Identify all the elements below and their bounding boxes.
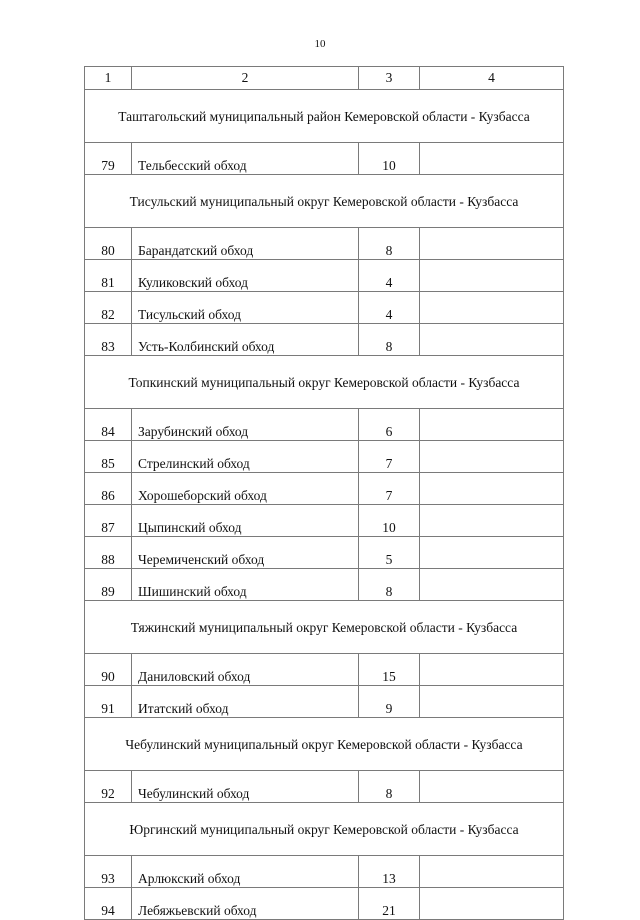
row-value: 13	[359, 856, 420, 888]
forest-district-table	[84, 66, 564, 920]
table-header-row	[85, 67, 564, 90]
row-name: Шишинский обход	[132, 569, 359, 601]
row-value: 15	[359, 654, 420, 686]
row-value: 8	[359, 324, 420, 356]
row-note	[420, 473, 564, 505]
row-name: Цыпинский обход	[132, 505, 359, 537]
table-row	[85, 143, 564, 175]
row-name: Черемиченский обход	[132, 537, 359, 569]
section-row	[85, 803, 564, 856]
row-note	[420, 292, 564, 324]
row-value: 9	[359, 686, 420, 718]
row-number: 80	[85, 228, 132, 260]
row-name: Арлюкский обход	[132, 856, 359, 888]
row-note	[420, 888, 564, 920]
row-value: 10	[359, 143, 420, 175]
table-row	[85, 260, 564, 292]
row-value: 10	[359, 505, 420, 537]
table-row	[85, 473, 564, 505]
row-note	[420, 143, 564, 175]
table-row	[85, 505, 564, 537]
table-row	[85, 654, 564, 686]
row-name: Чебулинский обход	[132, 771, 359, 803]
section-row	[85, 90, 564, 143]
row-number: 92	[85, 771, 132, 803]
row-number: 88	[85, 537, 132, 569]
section-title: Тисульский муниципальный округ Кемеровской области - Кузбасса	[85, 175, 564, 228]
row-value: 5	[359, 537, 420, 569]
row-note	[420, 441, 564, 473]
table-row	[85, 292, 564, 324]
row-value: 8	[359, 569, 420, 601]
table-row	[85, 686, 564, 718]
row-name: Хорошеборский обход	[132, 473, 359, 505]
header-cell-2: 2	[132, 67, 359, 90]
row-value: 7	[359, 441, 420, 473]
page-number: 10	[314, 38, 326, 50]
section-title: Чебулинский муниципальный округ Кемеровской области - Кузбасса	[85, 718, 564, 771]
section-title: Топкинский муниципальный округ Кемеровской области - Кузбасса	[85, 356, 564, 409]
row-name: Даниловский обход	[132, 654, 359, 686]
row-note	[420, 686, 564, 718]
table-row	[85, 409, 564, 441]
row-note	[420, 771, 564, 803]
row-value: 7	[359, 473, 420, 505]
row-value: 8	[359, 771, 420, 803]
row-number: 83	[85, 324, 132, 356]
row-name: Стрелинский обход	[132, 441, 359, 473]
row-number: 91	[85, 686, 132, 718]
row-number: 90	[85, 654, 132, 686]
table-row	[85, 569, 564, 601]
section-row	[85, 356, 564, 409]
row-note	[420, 324, 564, 356]
row-value: 21	[359, 888, 420, 920]
table-row	[85, 324, 564, 356]
row-number: 89	[85, 569, 132, 601]
row-number: 93	[85, 856, 132, 888]
row-name: Зарубинский обход	[132, 409, 359, 441]
table-row	[85, 537, 564, 569]
header-cell-3: 3	[359, 67, 420, 90]
table-row	[85, 441, 564, 473]
row-name: Барандатский обход	[132, 228, 359, 260]
table-body	[85, 67, 564, 920]
row-number: 81	[85, 260, 132, 292]
row-note	[420, 409, 564, 441]
row-number: 82	[85, 292, 132, 324]
section-title: Таштагольский муниципальный район Кемеровской области - Кузбасса	[85, 90, 564, 143]
row-note	[420, 260, 564, 292]
header-cell-1: 1	[85, 67, 132, 90]
table-row	[85, 771, 564, 803]
row-note	[420, 537, 564, 569]
row-note	[420, 569, 564, 601]
row-name: Усть-Колбинский обход	[132, 324, 359, 356]
table-row	[85, 888, 564, 920]
row-number: 85	[85, 441, 132, 473]
row-value: 8	[359, 228, 420, 260]
row-name: Куликовский обход	[132, 260, 359, 292]
row-value: 6	[359, 409, 420, 441]
row-value: 4	[359, 292, 420, 324]
row-number: 94	[85, 888, 132, 920]
section-row	[85, 175, 564, 228]
row-value: 4	[359, 260, 420, 292]
row-number: 79	[85, 143, 132, 175]
row-note	[420, 228, 564, 260]
row-number: 86	[85, 473, 132, 505]
row-name: Тельбесский обход	[132, 143, 359, 175]
section-row	[85, 601, 564, 654]
table-row	[85, 228, 564, 260]
row-note	[420, 505, 564, 537]
row-name: Лебяжьевский обход	[132, 888, 359, 920]
table-row	[85, 856, 564, 888]
row-note	[420, 856, 564, 888]
row-name: Итатский обход	[132, 686, 359, 718]
row-number: 87	[85, 505, 132, 537]
header-cell-4: 4	[420, 67, 564, 90]
section-row	[85, 718, 564, 771]
row-note	[420, 654, 564, 686]
row-number: 84	[85, 409, 132, 441]
section-title: Тяжинский муниципальный округ Кемеровской области - Кузбасса	[85, 601, 564, 654]
row-name: Тисульский обход	[132, 292, 359, 324]
section-title: Юргинский муниципальный округ Кемеровской области - Кузбасса	[85, 803, 564, 856]
